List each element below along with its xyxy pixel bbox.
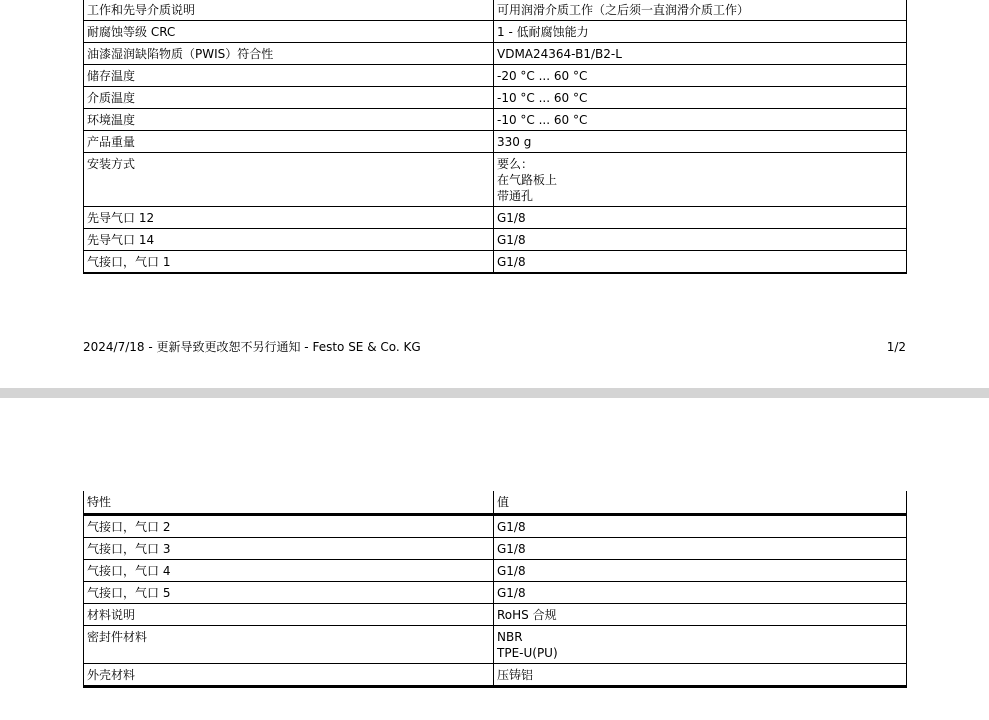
table-row (84, 87, 907, 109)
table-row (84, 626, 907, 664)
row-label: 先导气口 12 (84, 207, 494, 229)
row-value (494, 153, 907, 207)
row-value (494, 582, 907, 604)
row-value (494, 87, 907, 109)
row-label: 储存温度 (84, 65, 494, 87)
spec-table-continued (83, 0, 907, 274)
row-value-line: NBR (497, 630, 523, 644)
row-value (494, 229, 907, 251)
table-row (84, 604, 907, 626)
table-row (84, 515, 907, 538)
row-value-line: G1/8 (497, 233, 526, 247)
row-label: 油漆湿润缺陷物质（PWIS）符合性 (84, 43, 494, 65)
row-value-line: G1/8 (497, 520, 526, 534)
table-row (84, 131, 907, 153)
row-label: 工作和先导介质说明 (84, 0, 494, 21)
row-label: 气接口，气口 2 (84, 515, 494, 538)
row-value (494, 131, 907, 153)
table-row (84, 109, 907, 131)
row-value-line: 可用润滑介质工作（之后须一直润滑介质工作） (497, 3, 750, 17)
row-value-line: G1/8 (497, 542, 526, 556)
row-value (494, 0, 907, 21)
row-value-line: -10 °C ... 60 °C (497, 91, 588, 105)
row-label: 环境温度 (84, 109, 494, 131)
table-row (84, 65, 907, 87)
table-row (84, 0, 907, 21)
row-value (494, 560, 907, 582)
row-value-line: -10 °C ... 60 °C (497, 113, 588, 127)
table-header-row (84, 491, 907, 515)
document-page-2 (0, 398, 989, 720)
row-value (494, 604, 907, 626)
table-row (84, 560, 907, 582)
row-value-line: 1 - 低耐腐蚀能力 (497, 25, 589, 39)
page-separator (0, 388, 989, 398)
row-value-line: G1/8 (497, 586, 526, 600)
row-value (494, 515, 907, 538)
row-label: 安装方式 (84, 153, 494, 207)
row-value-line: G1/8 (497, 211, 526, 225)
row-label: 产品重量 (84, 131, 494, 153)
row-value-line: 330 g (497, 135, 532, 149)
row-value (494, 251, 907, 274)
row-value (494, 21, 907, 43)
spec-table-body (84, 515, 907, 687)
row-value-line: -20 °C ... 60 °C (497, 69, 588, 83)
spec-table (83, 491, 907, 688)
row-value (494, 65, 907, 87)
row-value-line: G1/8 (497, 564, 526, 578)
row-value-line: 要么： (497, 157, 534, 171)
row-value-line: RoHS 合规 (497, 608, 557, 622)
table-row (84, 251, 907, 274)
row-value (494, 626, 907, 664)
row-label: 介质温度 (84, 87, 494, 109)
table-row (84, 43, 907, 65)
table-row (84, 664, 907, 687)
table-row (84, 582, 907, 604)
table-row (84, 538, 907, 560)
row-value-line: 在气路板上 (497, 173, 558, 187)
column-header-value: 值 (494, 491, 907, 515)
column-header-characteristic: 特性 (84, 491, 494, 515)
spec-table-body (84, 0, 907, 273)
row-label: 外壳材料 (84, 664, 494, 687)
footer-date-company: 2024/7/18 - 更新导致更改恕不另行通知 - Festo SE & Co. KG (83, 340, 421, 354)
row-label: 耐腐蚀等级 CRC (84, 21, 494, 43)
table-row (84, 207, 907, 229)
table-row (84, 229, 907, 251)
row-value (494, 664, 907, 687)
row-value (494, 109, 907, 131)
table-row (84, 21, 907, 43)
row-label: 气接口，气口 1 (84, 251, 494, 274)
row-value (494, 538, 907, 560)
row-value (494, 43, 907, 65)
row-value-line: G1/8 (497, 255, 526, 269)
footer-page-number: 1/2 (886, 340, 906, 354)
row-value (494, 207, 907, 229)
row-value-line: VDMA24364-B1/B2-L (497, 47, 622, 61)
row-label: 气接口，气口 5 (84, 582, 494, 604)
row-label: 先导气口 14 (84, 229, 494, 251)
row-value-line: 压铸铝 (497, 668, 534, 682)
row-label: 密封件材料 (84, 626, 494, 664)
table-row (84, 153, 907, 207)
row-label: 材料说明 (84, 604, 494, 626)
row-value-line: TPE-U(PU) (497, 646, 558, 660)
row-label: 气接口，气口 3 (84, 538, 494, 560)
row-value-line: 带通孔 (497, 189, 534, 203)
row-label: 气接口，气口 4 (84, 560, 494, 582)
